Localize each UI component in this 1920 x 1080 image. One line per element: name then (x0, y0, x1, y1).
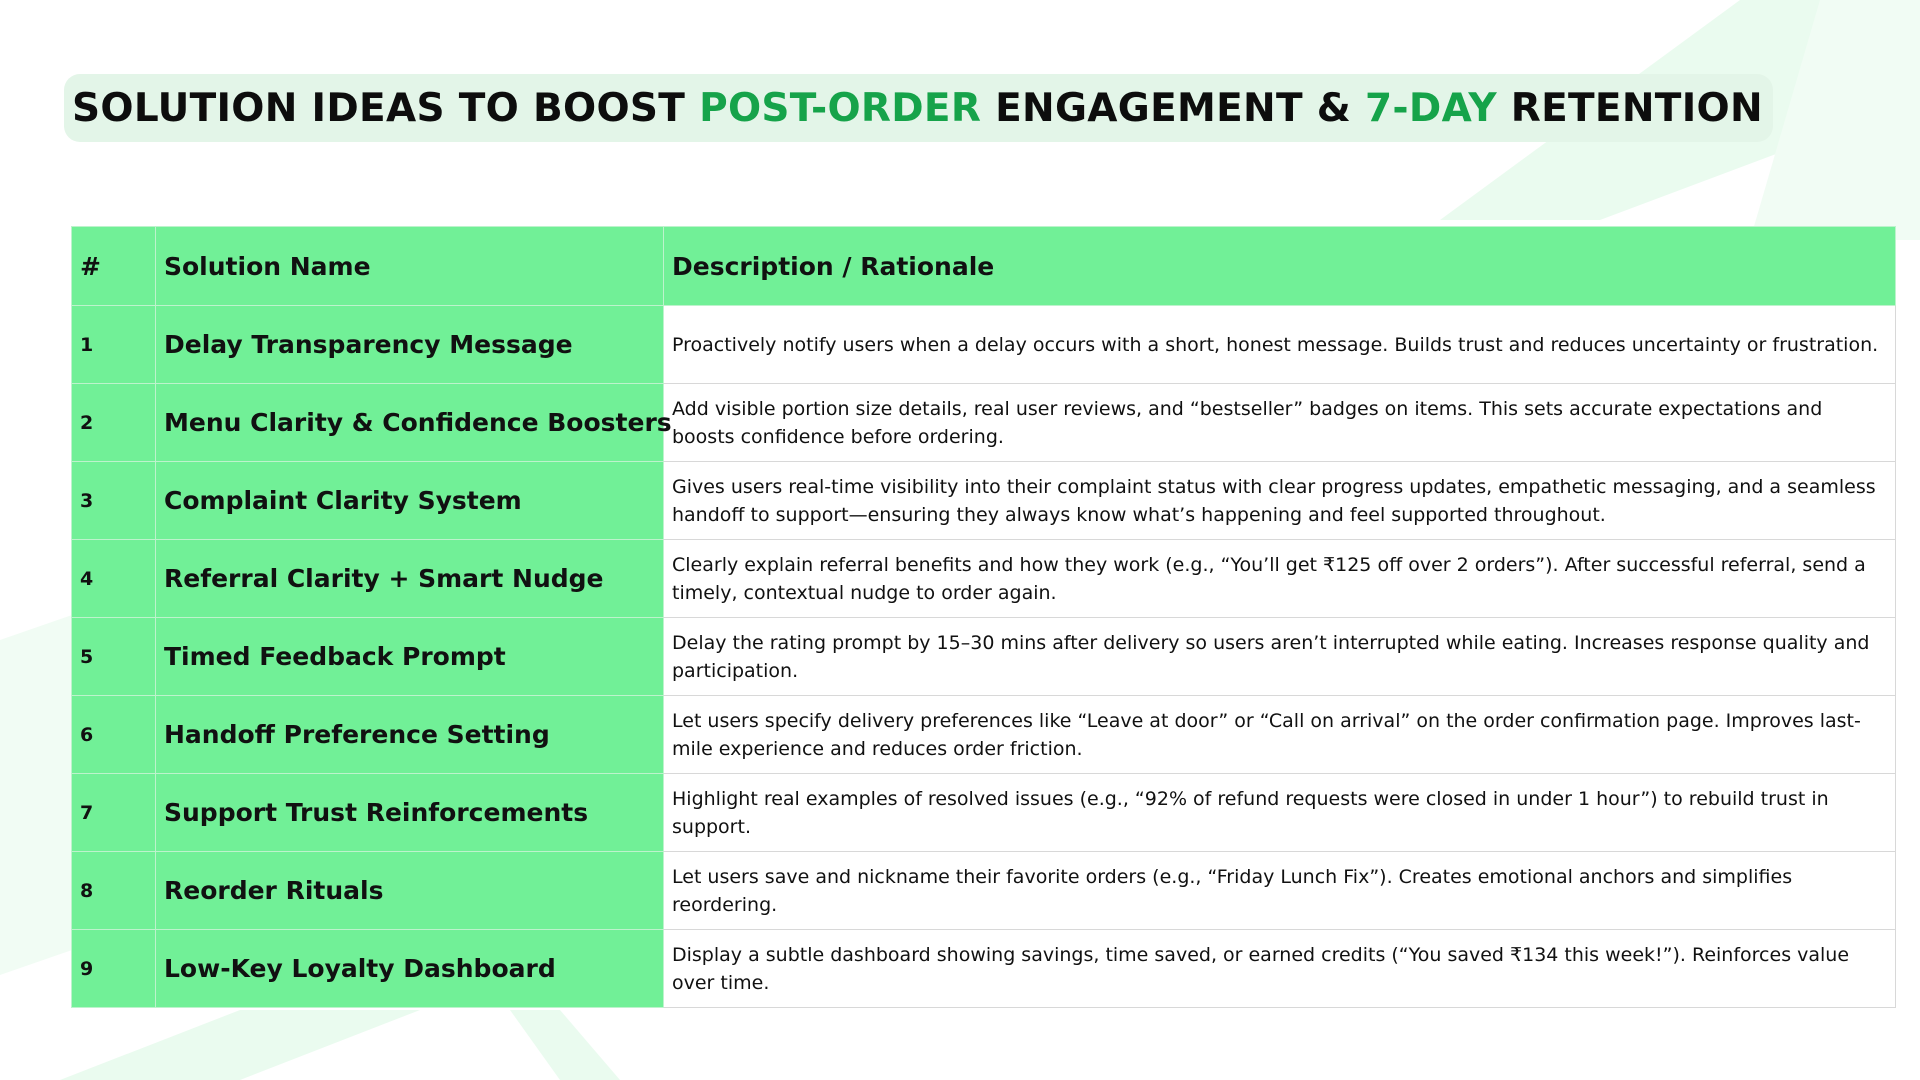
solution-name: Support Trust Reinforcements (156, 774, 664, 852)
row-number: 5 (72, 618, 156, 696)
table-row (72, 384, 1896, 462)
row-number: 9 (72, 930, 156, 1008)
solution-name: Menu Clarity & Confidence Boosters (156, 384, 664, 462)
solution-description: Clearly explain referral benefits and how they work (e.g., “You’ll get ₹125 off over 2 orders”). After successful referral, send a timely, contextual nudge to order again. (664, 540, 1896, 618)
row-number: 1 (72, 306, 156, 384)
title-banner (64, 74, 1773, 142)
solutions-table (71, 226, 1896, 1008)
solution-description: Gives users real-time visibility into their complaint status with clear progress updates, empathetic messaging, and a seamless handoff to support—ensuring they always know what’s happening and feel supported throughout. (664, 462, 1896, 540)
background-stripe-left (0, 615, 72, 975)
title-part-3: RETENTION (1496, 85, 1763, 131)
table-row (72, 540, 1896, 618)
row-number: 4 (72, 540, 156, 618)
title-highlight-7-day: 7-DAY (1364, 85, 1497, 131)
solution-name: Low-Key Loyalty Dashboard (156, 930, 664, 1008)
background-stripe-bottom-mid (510, 1010, 620, 1080)
row-number: 2 (72, 384, 156, 462)
table-row (72, 852, 1896, 930)
table-row (72, 618, 1896, 696)
title-highlight-post-order: POST-ORDER (699, 85, 982, 131)
solution-description: Proactively notify users when a delay occurs with a short, honest message. Builds trust and reduces uncertainty or frustration. (664, 306, 1896, 384)
title-part-2: ENGAGEMENT & (981, 85, 1365, 131)
row-number: 8 (72, 852, 156, 930)
solution-name: Handoff Preference Setting (156, 696, 664, 774)
row-number: 3 (72, 462, 156, 540)
solution-description: Display a subtle dashboard showing savings, time saved, or earned credits (“You saved ₹134 this week!”). Reinforces value over time. (664, 930, 1896, 1008)
page-title (72, 86, 1763, 131)
table-header-row (72, 227, 1896, 306)
header-solution-name: Solution Name (156, 227, 664, 306)
solution-description: Let users save and nickname their favorite orders (e.g., “Friday Lunch Fix”). Creates emotional anchors and simplifies reordering. (664, 852, 1896, 930)
row-number: 7 (72, 774, 156, 852)
solution-description: Add visible portion size details, real user reviews, and “bestseller” badges on items. This sets accurate expectations and boosts confidence before ordering. (664, 384, 1896, 462)
row-number: 6 (72, 696, 156, 774)
table-row (72, 462, 1896, 540)
table-row (72, 306, 1896, 384)
solution-name: Delay Transparency Message (156, 306, 664, 384)
table-row (72, 774, 1896, 852)
table-row (72, 930, 1896, 1008)
solution-name: Referral Clarity + Smart Nudge (156, 540, 664, 618)
solution-description: Highlight real examples of resolved issues (e.g., “92% of refund requests were closed in under 1 hour”) to rebuild trust in support. (664, 774, 1896, 852)
solution-name: Reorder Rituals (156, 852, 664, 930)
header-number: # (72, 227, 156, 306)
header-description: Description / Rationale (664, 227, 1896, 306)
background-stripe-bottom-left (60, 1010, 420, 1080)
solution-description: Delay the rating prompt by 15–30 mins after delivery so users aren’t interrupted while eating. Increases response quality and participation. (664, 618, 1896, 696)
title-part-1: SOLUTION IDEAS TO BOOST (72, 85, 700, 131)
solution-name: Complaint Clarity System (156, 462, 664, 540)
table-row (72, 696, 1896, 774)
solution-description: Let users specify delivery preferences like “Leave at door” or “Call on arrival” on the order confirmation page. Improves last-mile experience and reduces order friction. (664, 696, 1896, 774)
solution-name: Timed Feedback Prompt (156, 618, 664, 696)
